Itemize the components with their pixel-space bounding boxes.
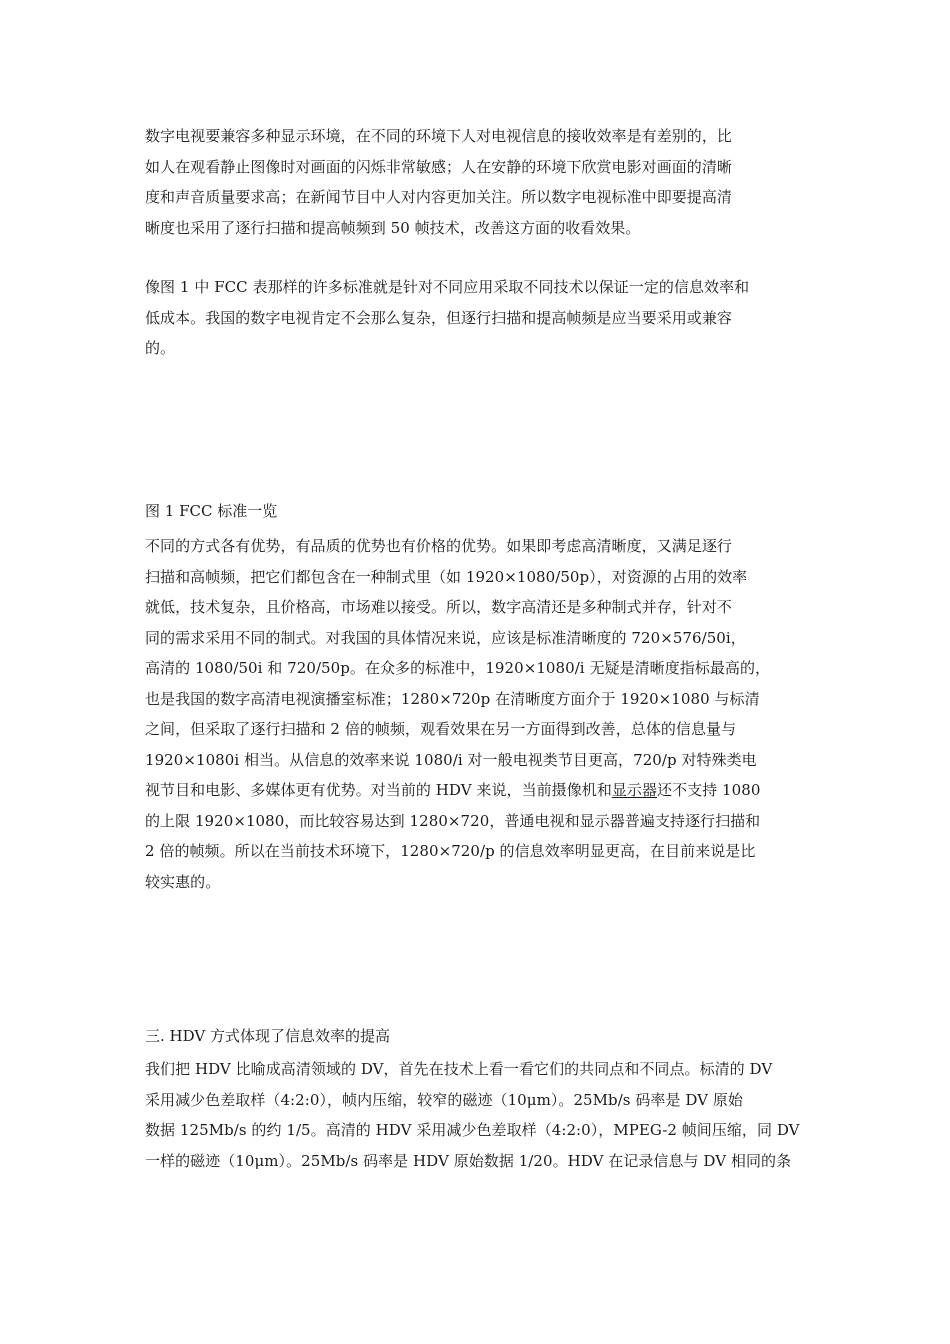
paragraph-text-after-link: 还不支持 1080 的上限 1920×1080，而比较容易达到 1280×720，普通电视和显示器普遍支持逐行扫描和 2 倍的帧频。所以在当前技术环境下，1280×720/p 的信息效率明显更高，在目前来说是比 较实惠的。 (145, 781, 761, 891)
section-heading: 三. HDV 方式体现了信息效率的提高 (145, 1027, 390, 1045)
display-link[interactable]: 显示器 (611, 781, 658, 799)
paragraph-text-before-link: 不同的方式各有优势，有品质的优势也有价格的优势。如果即考虑高清晰度，又满足逐行 扫描和高帧频，把它们都包含在一种制式里（如 1920×1080/50p），对资源的占用的效率 就低，技术复杂，且价格高，市场难以接受。所以，数字高清还是多种制式并存，针对不 同的需求采用不同的制式。对我国的具体情况来说，应该是标准清晰度的 720×576/50i， 高清的 1080/50i 和 720/50p。在众多的标准中，1920×1080/i 无疑是清晰度指标最高的， 也是我国的数字高清电视演播室标准；1280×720p 在清晰度方面介于 1920×1080 与标清 之间，但采取了逐行扫描和 2 倍的帧频，观看效果在另一方面得到改善，总体的信息量与 1920×1080i 相当。从信息的效率来说 1080/i 对一般电视类节目更高，720/p 对特殊类电 视节目和电影、多媒体更有优势。对当前的 HDV 来说，当前摄像机和 (145, 537, 771, 799)
figure-caption: 图 1 FCC 标准一览 (145, 502, 278, 520)
paragraph-hdv-vs-dv: 我们把 HDV 比喻成高清领域的 DV，首先在技术上看一看它们的共同点和不同点。标清的 DV 采用减少色差取样（4:2:0），帧内压缩，较窄的磁迹（10μm）。25Mb/s 码率是 DV 原始 数据 125Mb/s 的约 1/5。高清的 HDV 采用减少色差取样（4:2:0），MPEG-2 帧间压缩，同 DV 一样的磁迹（10μm）。25Mb/s 码率是 HDV 原始数据 1/20。HDV 在记录信息与 DV 相同的条 (145, 1060, 800, 1170)
paragraph-format-comparison (145, 531, 810, 897)
paragraph-fcc-standards: 像图 1 中 FCC 表那样的许多标准就是针对不同应用采取不同技术以保证一定的信息效率和 低成本。我国的数字电视肯定不会那么复杂，但逐行扫描和提高帧频是应当要采用或兼容 的。 (145, 278, 750, 357)
paragraph-display-environments: 数字电视要兼容多种显示环境，在不同的环境下人对电视信息的接收效率是有差别的，比 如人在观看静止图像时对画面的闪烁非常敏感；人在安静的环境下欣赏电影对画面的清晰 度和声音质量要求高；在新闻节目中人对内容更加关注。所以数字电视标准中即要提高清 晰度也采用了逐行扫描和提高帧频到 50 帧技术，改善这方面的收看效果。 (145, 127, 732, 237)
